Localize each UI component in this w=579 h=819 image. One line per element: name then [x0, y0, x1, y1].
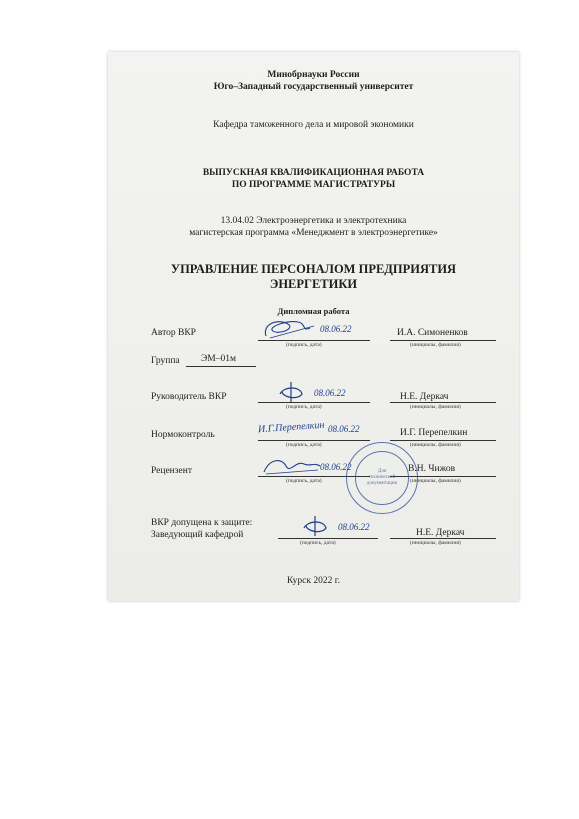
author-label: Автор ВКР	[151, 328, 196, 338]
normcontrol-sign-caption: (подпись, дата)	[286, 442, 322, 448]
head-signature	[300, 514, 330, 538]
program-line1: 13.04.02 Электроэнергетика и электротехника	[220, 216, 407, 226]
author-name-caption: (инициалы, фамилия)	[410, 342, 461, 348]
footer-city-year: Курск 2022 г.	[287, 576, 340, 586]
normcontrol-signature: И.Г.Перепелкин	[257, 419, 325, 436]
admitted-sign-line	[278, 538, 378, 539]
group-line	[186, 366, 256, 367]
admitted-date: 08.06.22	[338, 522, 370, 532]
author-name-line	[390, 340, 496, 341]
admitted-name: Н.Е. Деркач	[416, 528, 465, 538]
supervisor-name: Н.Е. Деркач	[400, 392, 449, 402]
university-line: Юго–Западный государственный университет	[213, 82, 414, 92]
admitted-label1: ВКР допущена к защите:	[151, 518, 253, 528]
group-label: Группа	[151, 356, 180, 366]
supervisor-name-line	[390, 402, 496, 403]
author-date: 08.06.22	[320, 324, 352, 334]
document-page	[108, 52, 519, 601]
reviewer-date: 08.06.22	[320, 462, 352, 472]
reviewer-name: В.Н. Чижов	[408, 464, 456, 474]
admitted-sign-caption: (подпись, дата)	[300, 540, 336, 546]
normcontrol-date: 08.06.22	[328, 424, 360, 434]
department-line: Кафедра таможенного дела и мировой экономики	[213, 120, 414, 130]
admitted-name-caption: (инициалы, фамилия)	[410, 540, 461, 546]
group-value: ЭМ–01м	[201, 354, 236, 364]
thesis-title-line2: ЭНЕРГЕТИКИ	[269, 277, 358, 291]
normcontrol-name-caption: (инициалы, фамилия)	[410, 442, 461, 448]
reviewer-label: Рецензент	[151, 466, 192, 476]
normcontrol-sign-line	[258, 440, 370, 441]
author-sign-line	[258, 340, 370, 341]
subtitle: Дипломная работа	[277, 306, 350, 316]
supervisor-sign-caption: (подпись, дата)	[286, 404, 322, 410]
ministry-line: Минобрнауки России	[267, 70, 360, 80]
normcontrol-label: Нормоконтроль	[151, 430, 215, 440]
supervisor-name-caption: (инициалы, фамилия)	[410, 404, 461, 410]
thesis-title-line1: УПРАВЛЕНИЕ ПЕРСОНАЛОМ ПРЕДПРИЯТИЯ	[170, 262, 457, 276]
work-type-line2: ПО ПРОГРАММЕ МАГИСТРАТУРЫ	[231, 180, 396, 190]
admitted-label2: Заведующий кафедрой	[151, 530, 244, 540]
admitted-name-line	[390, 538, 496, 539]
reviewer-signature	[260, 454, 322, 478]
stamp-center-text: Для технической документации	[366, 469, 398, 486]
reviewer-sign-caption: (подпись, дата)	[286, 478, 322, 484]
round-stamp	[346, 442, 418, 514]
work-type-line1: ВЫПУСКНАЯ КВАЛИФИКАЦИОННАЯ РАБОТА	[202, 168, 425, 178]
supervisor-sign-line	[258, 402, 370, 403]
program-line2: магистерская программа «Менеджмент в электроэнергетике»	[189, 228, 438, 238]
supervisor-date: 08.06.22	[314, 388, 346, 398]
reviewer-name-caption: (инициалы, фамилия)	[410, 478, 461, 484]
supervisor-signature	[276, 380, 306, 404]
author-name: И.А. Симоненков	[397, 328, 468, 338]
normcontrol-name: И.Г. Перепелкин	[400, 428, 468, 438]
author-sign-caption: (подпись, дата)	[286, 342, 322, 348]
normcontrol-name-line	[390, 440, 496, 441]
supervisor-label: Руководитель ВКР	[151, 392, 227, 402]
